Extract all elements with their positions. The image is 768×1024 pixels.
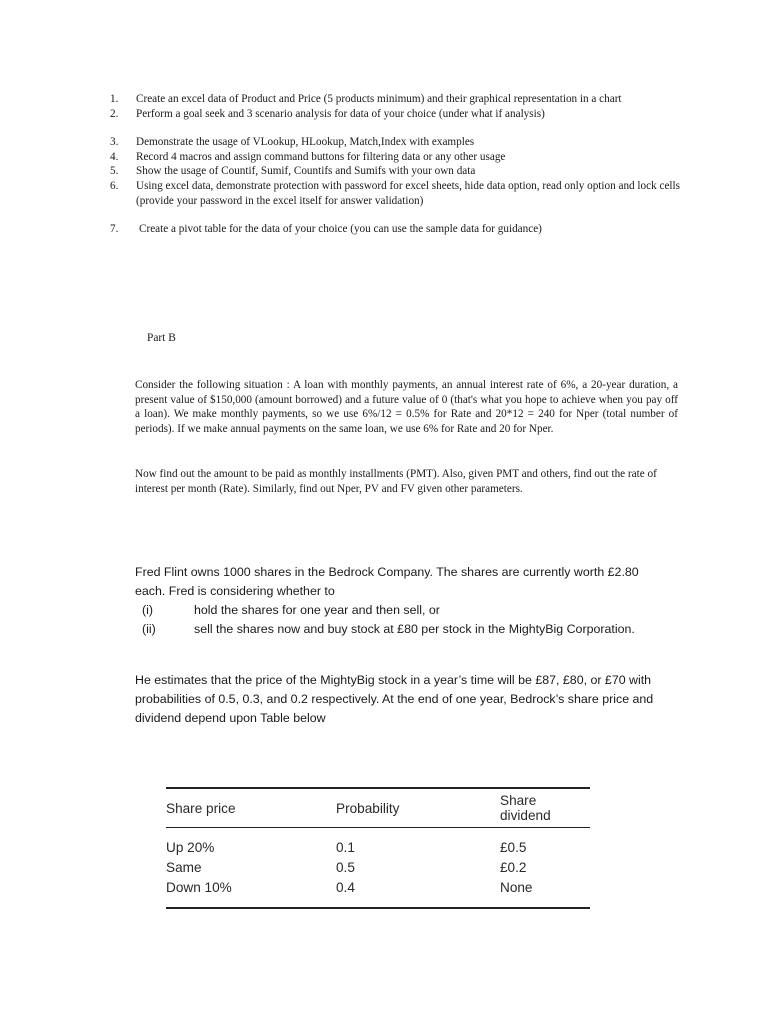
column-header: Share dividend: [500, 793, 551, 823]
task-item: [110, 150, 690, 165]
table-cell: Same: [166, 859, 202, 875]
task-text: Record 4 macros and assign command buttons for filtering data or any other usage: [136, 150, 506, 163]
table-cell: 0.4: [336, 879, 355, 895]
option-numeral: (i): [142, 603, 154, 617]
table-row: [166, 877, 590, 897]
loan-situation-paragraph: Consider the following situation : A loan with monthly payments, an annual interest rate of 6%, a 20-year duration, a present value of $150,000 (amount borrowed) and a future value of 0 (that's what you hope to achieve when you pay off a loan). We make monthly payments, so we use 6%/12 = 0.5% for Rate and 20*12 = 240 for Nper (total number of periods). If we make annual payments on the same loan, we use 6% for Rate and 20 for Nper.: [135, 379, 678, 435]
task-number: 3.: [110, 136, 119, 149]
task-item: [110, 135, 690, 150]
task-item: [110, 107, 690, 122]
task-text: Perform a goal seek and 3 scenario analysis for data of your choice (under what if analysis): [136, 107, 545, 120]
column-header: Share price: [166, 800, 236, 816]
task-number: 7.: [110, 223, 119, 236]
task-text: Demonstrate the usage of VLookup, HLookup, Match,Index with examples: [136, 136, 475, 149]
task-text: Using excel data, demonstrate protection with password for excel sheets, hide data option, read only option and lock cells (provide your password in the excel itself for answer validation): [136, 179, 680, 207]
option-numeral: (ii): [142, 622, 156, 636]
table-bottom-rule: [166, 907, 590, 909]
task-number: 4.: [110, 150, 119, 163]
task-item: [110, 164, 690, 179]
task-item: [110, 92, 690, 107]
table-body: [166, 828, 590, 907]
part-b-heading: Part B: [147, 332, 176, 344]
mightybig-estimate-paragraph: He estimates that the price of the MightyBig stock in a year’s time will be £87, £80, or £70 with probabilities of 0.5, 0.3, and 0.2 respectively. At the end of one year, Bedrock’s share price and dividend depend upon Table below: [135, 673, 654, 725]
table-row: [166, 857, 590, 877]
task-text: Create an excel data of Product and Price (5 products minimum) and their graphical representation in a chart: [136, 93, 622, 105]
fred-option: [135, 620, 670, 639]
table-row: [166, 837, 590, 857]
column-header: Probability: [336, 800, 400, 816]
table-cell: Down 10%: [166, 879, 232, 895]
task-list: [110, 92, 690, 237]
task-text: Create a pivot table for the data of your choice (you can use the sample data for guidance): [139, 223, 542, 236]
table-cell: £0.2: [500, 859, 527, 875]
task-number: 1.: [110, 93, 119, 105]
fred-intro-text: Fred Flint owns 1000 shares in the Bedrock Company. The shares are currently worth £2.80 each. Fred is considering whether to: [135, 565, 639, 598]
table-cell: £0.5: [500, 839, 527, 855]
table-cell: Up 20%: [166, 839, 215, 855]
fred-intro-block: [135, 563, 670, 639]
option-text: sell the shares now and buy stock at £80 per stock in the MightyBig Corporation.: [194, 622, 635, 636]
task-item: [110, 222, 690, 237]
task-item: [110, 179, 690, 208]
table-header-row: [166, 789, 590, 827]
table-cell: 0.1: [336, 839, 355, 855]
task-number: 6.: [110, 179, 119, 192]
pmt-instructions-paragraph: Now find out the amount to be paid as monthly installments (PMT). Also, given PMT and others, find out the rate of interest per month (Rate). Similarly, find out Nper, PV and FV given other parameters.: [135, 468, 657, 495]
option-text: hold the shares for one year and then sell, or: [194, 603, 440, 617]
task-number: 5.: [110, 165, 119, 178]
table-cell: None: [500, 879, 533, 895]
share-price-table: [166, 787, 590, 909]
fred-option: [135, 601, 670, 620]
task-text: Show the usage of Countif, Sumif, Countifs and Sumifs with your own data: [136, 165, 476, 178]
table-cell: 0.5: [336, 859, 355, 875]
task-number: 2.: [110, 107, 119, 120]
